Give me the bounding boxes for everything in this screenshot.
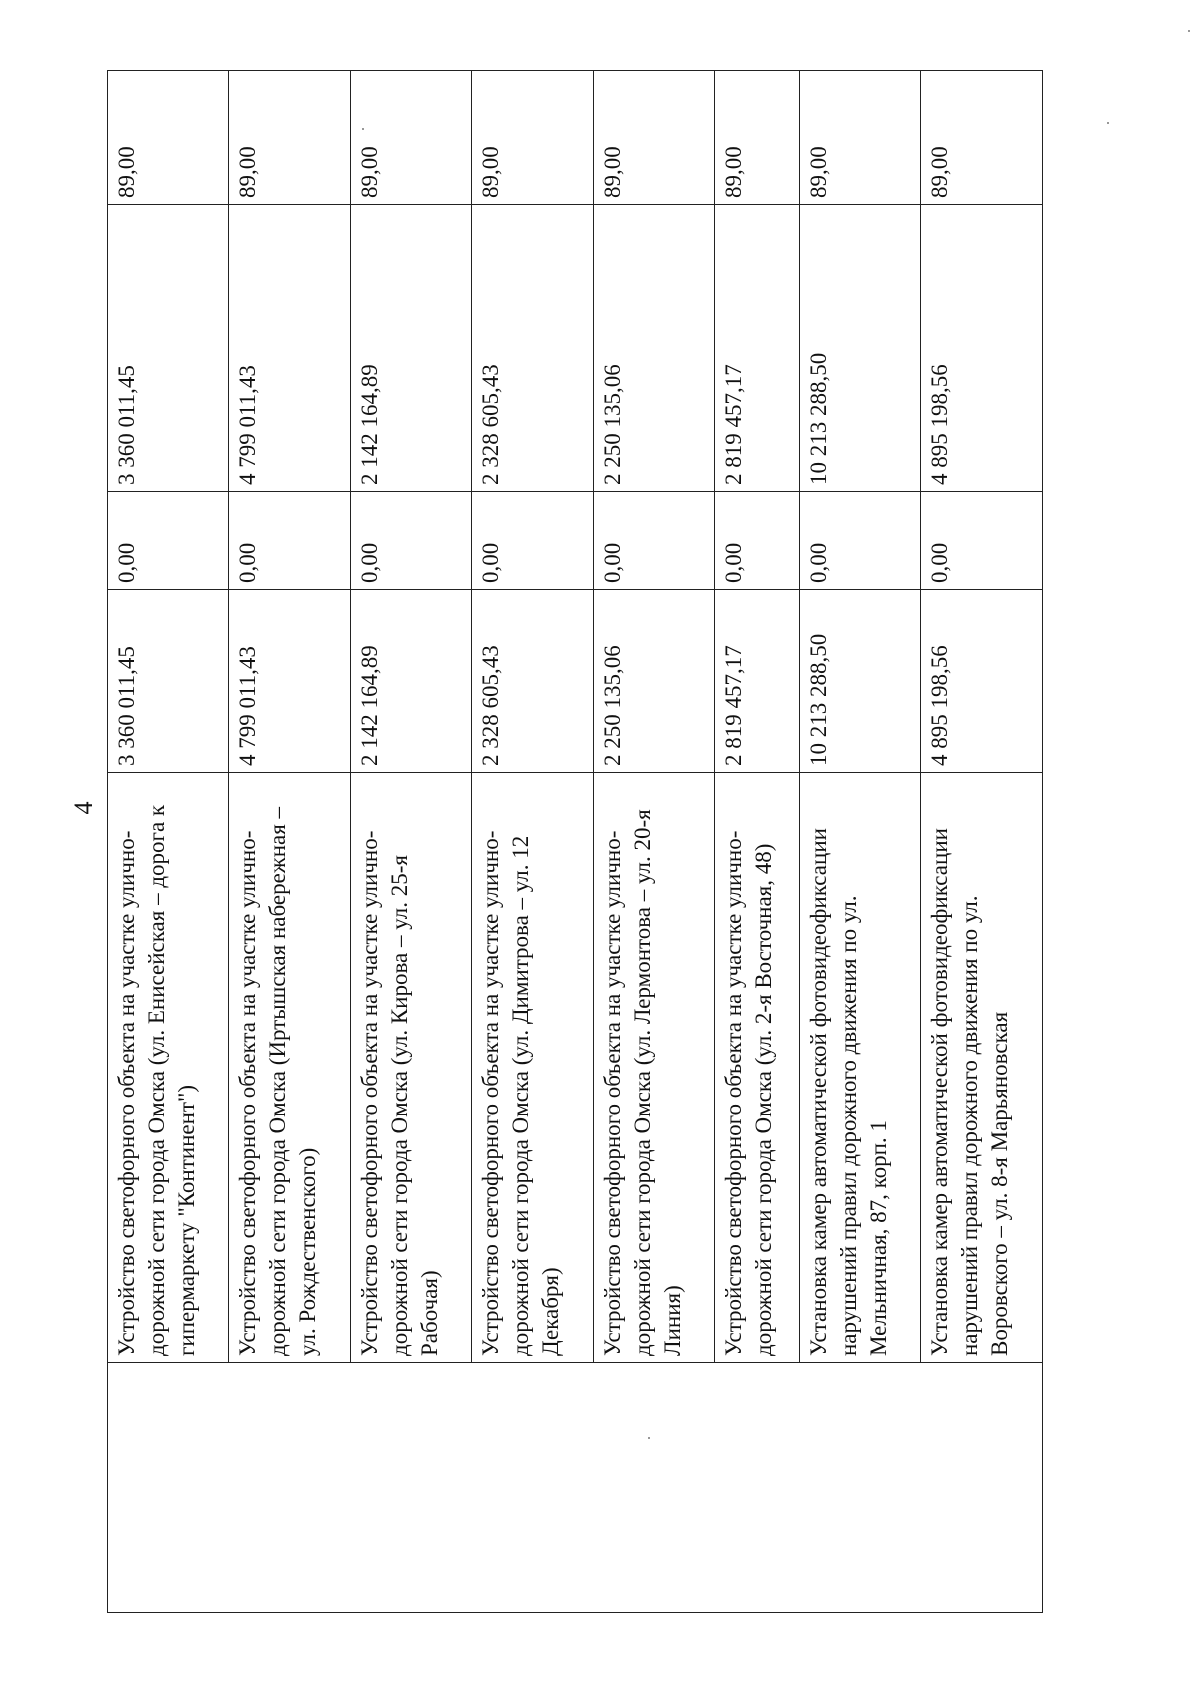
row-amount-repeat: 4 799 011,43 (229, 205, 350, 492)
row-amount-total: 3 360 011,45 (108, 590, 229, 773)
row-percent: 89,00 (108, 71, 229, 205)
row-amount-total: 2 819 457,17 (715, 590, 800, 773)
row-percent: 89,00 (472, 71, 593, 205)
row-description: Устройство светофорного объекта на участке улично-дорожной сети города Омска (ул. 2-я Восточная, 48) (715, 773, 800, 1363)
row-description: Установка камер автоматической фотовидеофиксации нарушений правил дорожного движения по ул. Мельничная, 87, корп. 1 (800, 773, 921, 1363)
row-amount-zero: 0,00 (472, 492, 593, 590)
row-amount-repeat: 2 142 164,89 (350, 205, 471, 492)
row-amount-zero: 0,00 (350, 492, 471, 590)
row-amount-total: 2 328 605,43 (472, 590, 593, 773)
row-amount-repeat: 2 328 605,43 (472, 205, 593, 492)
row-amount-total: 4 799 011,43 (229, 590, 350, 773)
row-percent: 89,00 (229, 71, 350, 205)
page-number: 4 (69, 801, 98, 815)
row-description: Устройство светофорного объекта на участке улично-дорожной сети города Омска (ул. Лермонтова – ул. 20-я Линия) (593, 773, 714, 1363)
row-percent: 89,00 (593, 71, 714, 205)
scan-speck (362, 128, 364, 130)
scan-speck (648, 1437, 650, 1439)
row-amount-total: 10 213 288,50 (800, 590, 921, 773)
row-percent: 89,00 (715, 71, 800, 205)
row-percent: 89,00 (350, 71, 471, 205)
row-amount-zero: 0,00 (108, 492, 229, 590)
empty-merged-cell-first (108, 1363, 1043, 1613)
financing-table (107, 70, 1043, 1613)
row-amount-total: 4 895 198,56 (921, 590, 1043, 773)
scan-speck (1188, 30, 1190, 32)
row-amount-repeat: 4 895 198,56 (921, 205, 1043, 492)
row-amount-zero: 0,00 (921, 492, 1043, 590)
row-percent: 89,00 (800, 71, 921, 205)
row-amount-zero: 0,00 (229, 492, 350, 590)
row-amount-zero: 0,00 (715, 492, 800, 590)
row-amount-repeat: 10 213 288,50 (800, 205, 921, 492)
row-description: Устройство светофорного объекта на участке улично-дорожной сети города Омска (ул. Димитрова – ул. 12 Декабря) (472, 773, 593, 1363)
row-description: Устройство светофорного объекта на участке улично-дорожной сети города Омска (Иртышская набережная – ул. Рождественского) (229, 773, 350, 1363)
row-amount-total: 2 142 164,89 (350, 590, 471, 773)
row-description: Установка камер автоматической фотовидеофиксации нарушений правил дорожного движения по ул. Воровского – ул. 8-я Марьяновская (921, 773, 1043, 1363)
row-description: Устройство светофорного объекта на участке улично-дорожной сети города Омска (ул. Енисейская – дорога к гипермаркету "Континент") (108, 773, 229, 1363)
row-amount-zero: 0,00 (593, 492, 714, 590)
row-amount-zero: 0,00 (800, 492, 921, 590)
row-description: Устройство светофорного объекта на участке улично-дорожной сети города Омска (ул. Кирова – ул. 25-я Рабочая) (350, 773, 471, 1363)
row-amount-repeat: 2 250 135,06 (593, 205, 714, 492)
rotated-table-container (107, 71, 1043, 1613)
scan-speck (1107, 122, 1109, 124)
row-amount-total: 2 250 135,06 (593, 590, 714, 773)
row-amount-repeat: 2 819 457,17 (715, 205, 800, 492)
table-row (108, 71, 229, 1613)
row-amount-repeat: 3 360 011,45 (108, 205, 229, 492)
row-percent: 89,00 (921, 71, 1043, 205)
